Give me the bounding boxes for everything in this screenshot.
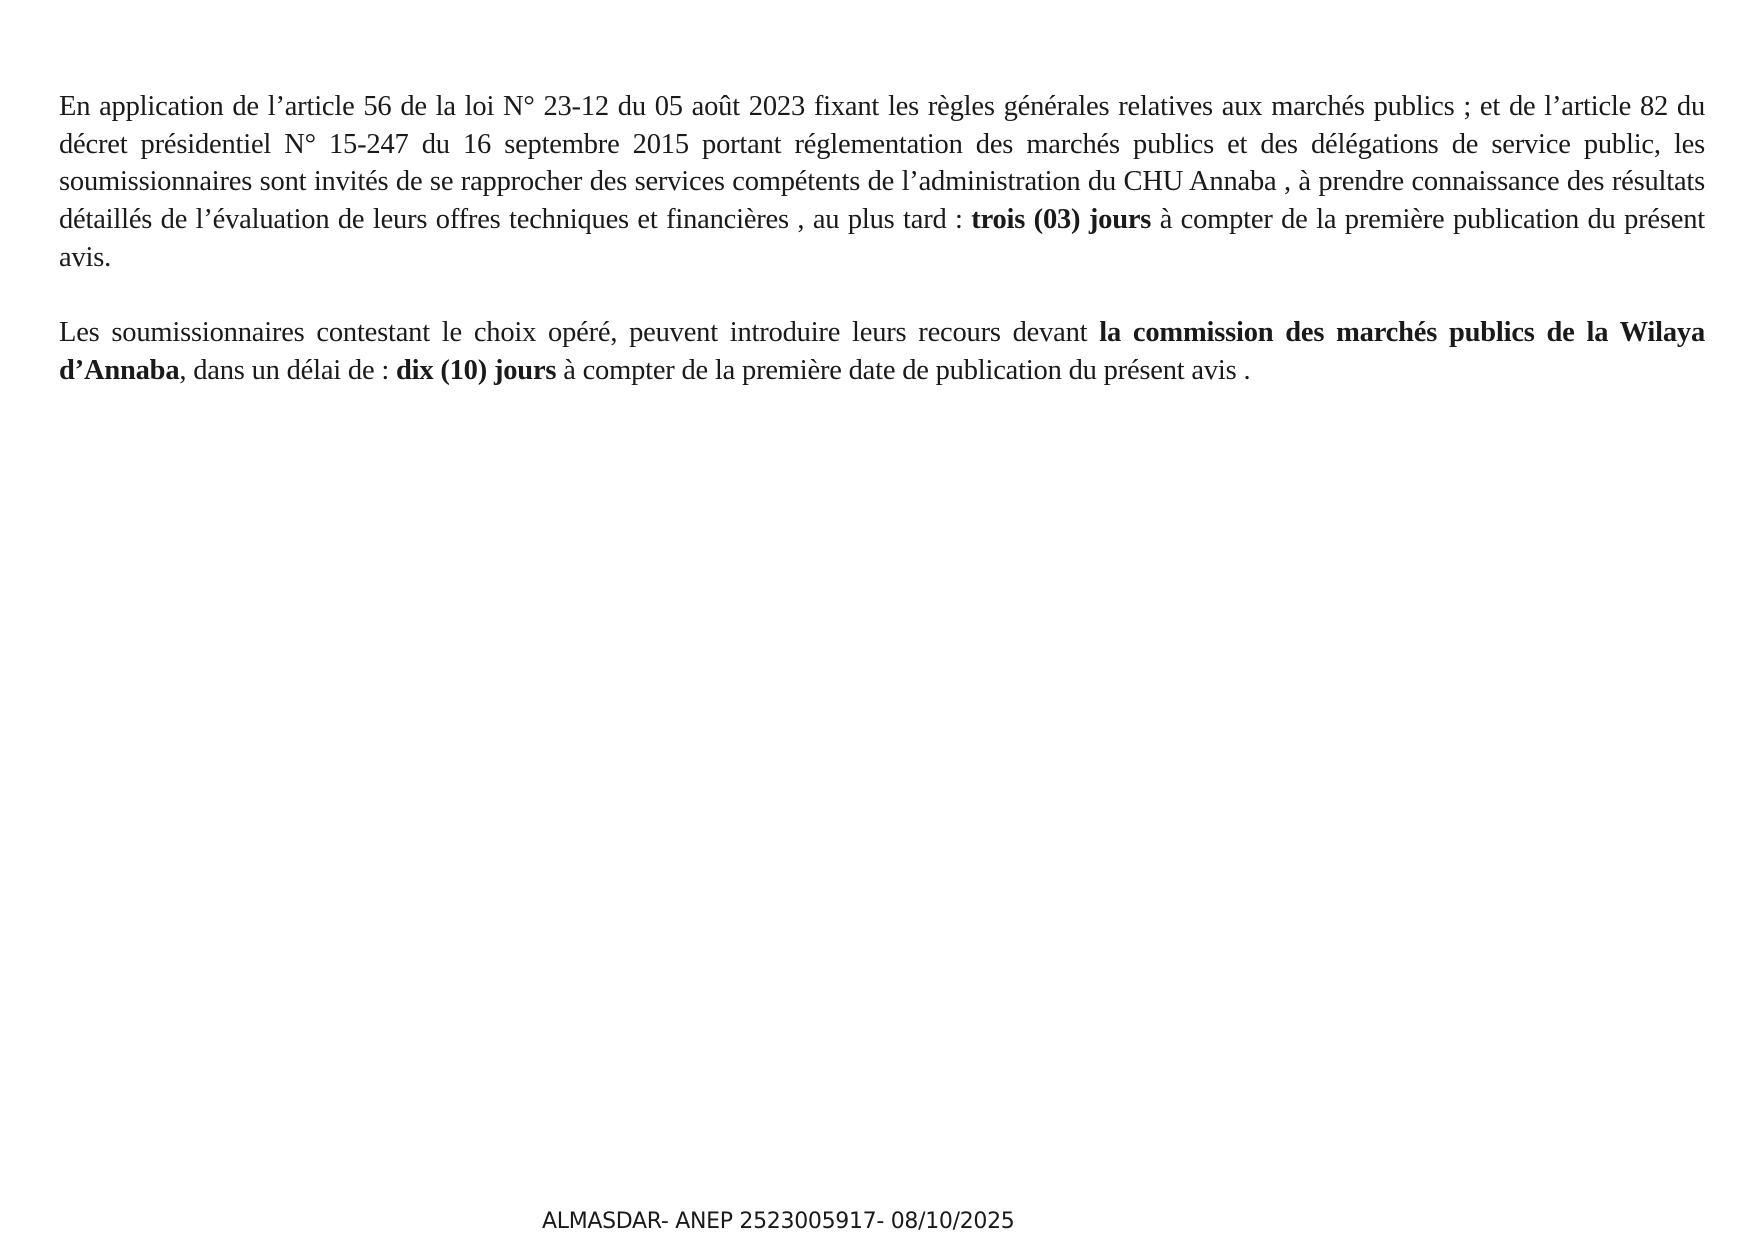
paragraph-2-text-b: , dans un délai de : bbox=[179, 354, 396, 386]
document-body bbox=[59, 88, 1705, 427]
paragraph-2-text-c: à compter de la première date de publication du présent avis . bbox=[556, 354, 1251, 386]
deadline-ten-days: dix (10) jours bbox=[396, 354, 557, 386]
paragraph-2-text-a: Les soumissionnaires contestant le choix opéré, peuvent introduire leurs recours devant bbox=[59, 317, 1100, 349]
publication-reference: ALMASDAR- ANEP 2523005917- 08/10/2025 bbox=[542, 1209, 1015, 1234]
deadline-three-days: trois (03) jours bbox=[971, 204, 1152, 236]
paragraph-results-consultation bbox=[59, 88, 1705, 277]
paragraph-1-text-a: En application de l’article 56 de la loi N° 23-12 du 05 août 2023 fixant les règles générales relatives aux marchés publics ; et de l’article 82 du décret présidentiel N° 15-247 du 16 septembre 2015 portant réglementation des marchés publics et des délégations de service public, les soumissionnaires sont invités de se rapprocher des services compétents de l’administration du CHU Annaba , à prendre connaissance des résultats détaillés de l’évaluation de leurs offres techniques et financières , au plus tard : bbox=[59, 91, 1705, 236]
paragraph-appeal bbox=[59, 314, 1705, 389]
paragraph-1-text-b: à compter de la première publication du présent avis. bbox=[59, 204, 1705, 273]
commission-name: la commission des marchés publics de la Wilaya d’Annaba bbox=[59, 317, 1705, 386]
